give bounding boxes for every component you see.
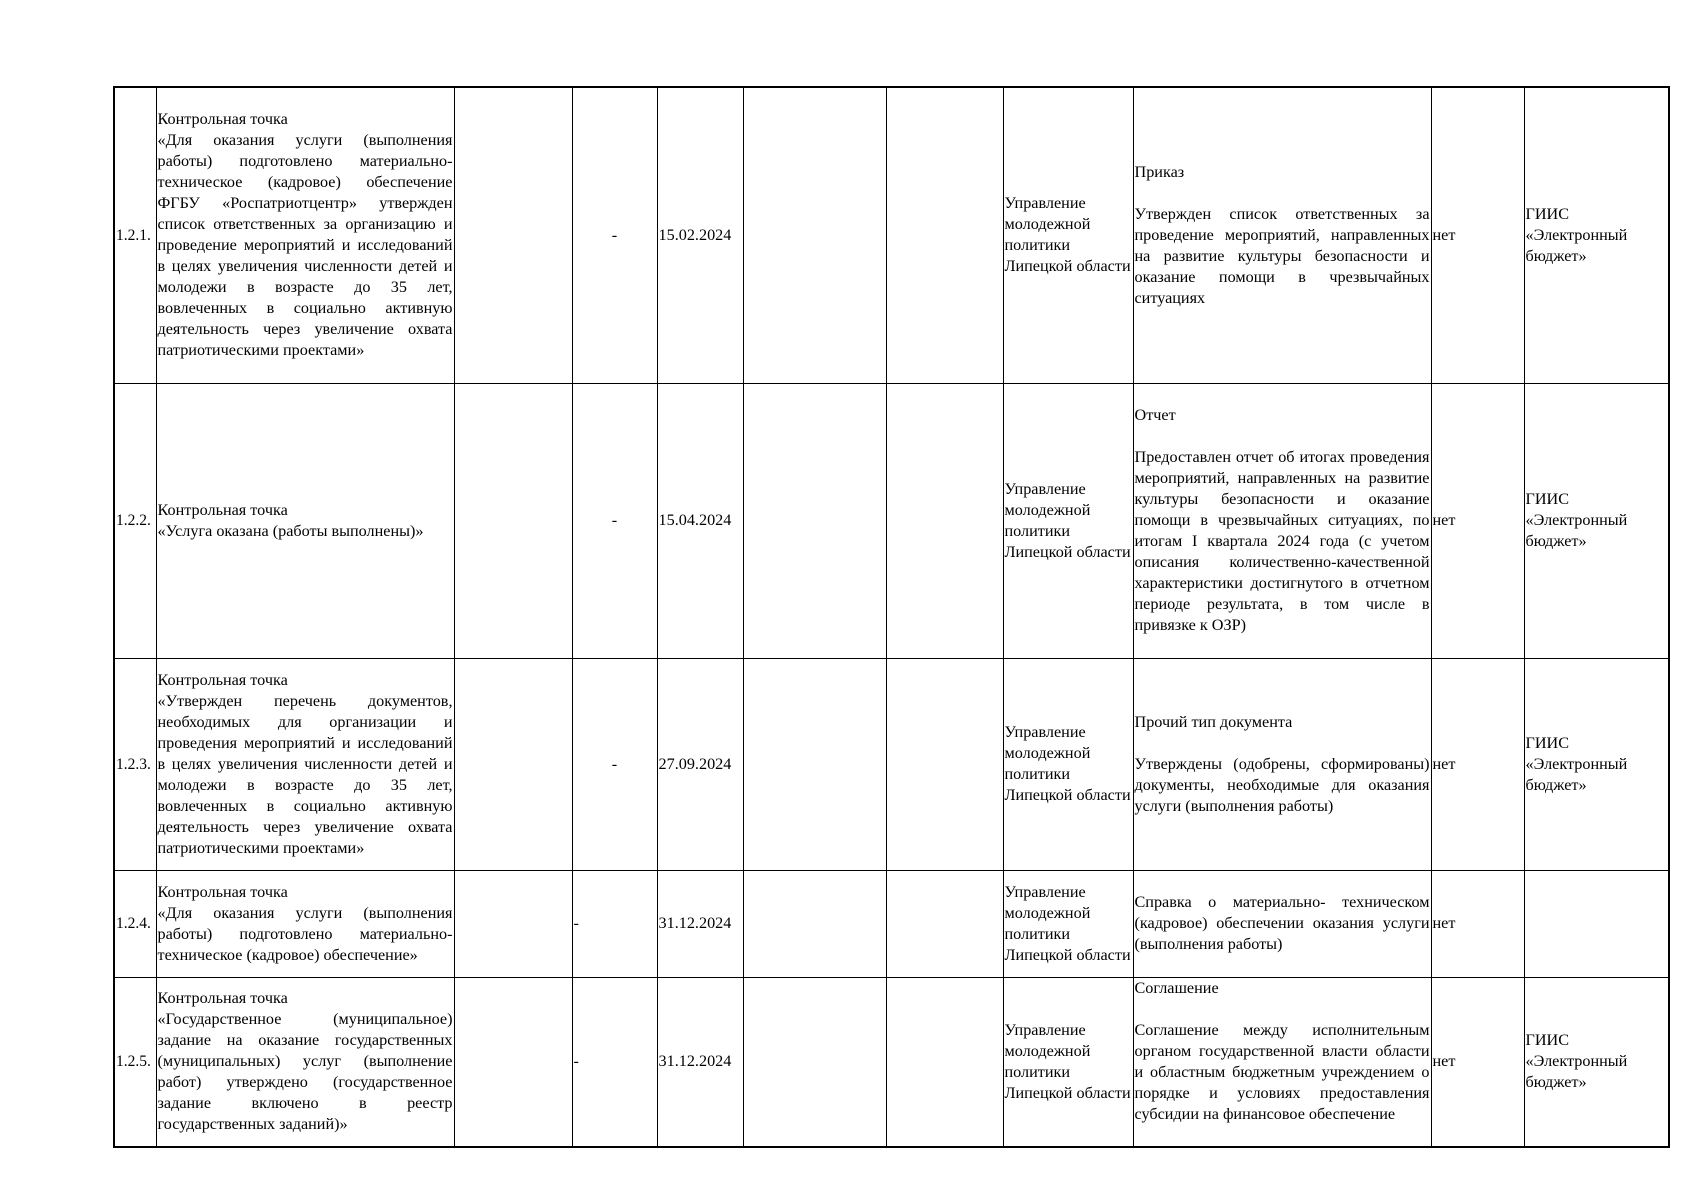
dash-cell: - (572, 658, 657, 870)
empty-cell (743, 870, 886, 977)
system-cell (1524, 870, 1669, 977)
empty-cell (454, 977, 572, 1147)
document-cell (1133, 383, 1431, 658)
row-number: 1.2.5. (114, 977, 156, 1147)
row-number: 1.2.4. (114, 870, 156, 977)
row-number: 1.2.2. (114, 383, 156, 658)
control-point-title: Контрольная точка (157, 110, 288, 129)
empty-cell (454, 383, 572, 658)
table-row (114, 977, 1669, 1147)
row-number: 1.2.1. (114, 87, 156, 383)
system-cell: ГИИС «Электронный бюджет» (1524, 383, 1669, 658)
empty-cell (454, 658, 572, 870)
table-row (114, 87, 1669, 383)
empty-cell (743, 87, 886, 383)
control-point-text: «Услуга оказана (работы выполнены)» (157, 521, 424, 540)
date-cell: 31.12.2024 (657, 977, 743, 1147)
control-point-name (156, 870, 454, 977)
document-cell (1133, 658, 1431, 870)
table-row (114, 658, 1669, 870)
document-type: Приказ (1134, 162, 1185, 181)
control-point-name (156, 383, 454, 658)
responsible-org: Управление молодежной политики Липецкой области (1003, 870, 1133, 977)
system-cell: ГИИС «Электронный бюджет» (1524, 658, 1669, 870)
control-point-title: Контрольная точка (157, 882, 288, 901)
dash-cell: - (572, 87, 657, 383)
document-description: Соглашение между исполнительным органом государственной власти области и областным бюджетным учреждением о порядке и условиях предоставления субсидии на финансовое обеспечение (1134, 1020, 1430, 1123)
empty-cell (743, 977, 886, 1147)
responsible-org: Управление молодежной политики Липецкой области (1003, 658, 1133, 870)
dash-cell: - (572, 977, 657, 1147)
document-type: Отчет (1134, 406, 1176, 424)
control-point-title: Контрольная точка (157, 989, 288, 1008)
control-point-name (156, 977, 454, 1147)
document-type: Соглашение (1134, 978, 1219, 997)
document-description: Утверждены (одобрены, сформированы) документы, необходимые для оказания услуги (выполнения работы) (1134, 754, 1430, 815)
responsible-org: Управление молодежной политики Липецкой области (1003, 87, 1133, 383)
row-number: 1.2.3. (114, 658, 156, 870)
empty-cell (454, 870, 572, 977)
dash-cell: - (572, 383, 657, 658)
table-row (114, 383, 1669, 658)
control-point-name (156, 87, 454, 383)
flag-cell: нет (1431, 977, 1524, 1147)
control-point-title: Контрольная точка (157, 670, 288, 689)
system-cell: ГИИС «Электронный бюджет» (1524, 87, 1669, 383)
flag-cell: нет (1431, 87, 1524, 383)
document-cell (1133, 870, 1431, 977)
control-point-name (156, 658, 454, 870)
dash-cell: - (572, 870, 657, 977)
control-point-text: «Для оказания услуги (выполнения работы) подготовлено материально-техническое (кадровое) обеспечение ФГБУ «Роспатриотцентр» утвержден список ответственных за организацию и проведение мероприятий и исследований в целях увеличения численности детей и молодежи в возрасте до 35 лет, вовлеченных в социально активную деятельность через увеличение охвата патриотическими проектами» (157, 131, 453, 360)
flag-cell: нет (1431, 870, 1524, 977)
document-description: Предоставлен отчет об итогах проведения мероприятий, направленных на развитие культуры безопасности и оказание помощи в чрезвычайных ситуациях, по итогам I квартала 2024 года (с учетом описания количественно-качественной характеристики достигнутого в отчетном периоде результата, в том числе в привязке к ОЗР) (1134, 448, 1430, 634)
control-point-text: «Для оказания услуги (выполнения работы) подготовлено материально-техническое (кадровое) обеспечение» (157, 903, 453, 964)
flag-cell: нет (1431, 383, 1524, 658)
control-point-title: Контрольная точка (157, 500, 288, 519)
empty-cell (886, 658, 1003, 870)
flag-cell: нет (1431, 658, 1524, 870)
document-description: Утвержден список ответственных за проведение мероприятий, направленных на развитие культуры безопасности и оказание помощи в чрезвычайных ситуациях (1134, 204, 1430, 307)
empty-cell (886, 977, 1003, 1147)
empty-cell (743, 383, 886, 658)
empty-cell (886, 383, 1003, 658)
control-point-text: «Государственное (муниципальное) задание на оказание государственных (муниципальных) услуг (выполнение работ) утверждено (государственное задание включено в реестр государственных заданий)» (157, 1010, 453, 1134)
responsible-org: Управление молодежной политики Липецкой области (1003, 383, 1133, 658)
document-cell (1133, 977, 1431, 1147)
control-point-text: «Утвержден перечень документов, необходимых для организации и проведения мероприятий и исследований в целях увеличения численности детей и молодежи в возрасте до 35 лет, вовлеченных в социально активную деятельность через увеличение охвата патриотическими проектами» (157, 691, 453, 857)
date-cell: 15.02.2024 (657, 87, 743, 383)
empty-cell (886, 870, 1003, 977)
control-points-table (113, 86, 1670, 1148)
document-cell (1133, 87, 1431, 383)
document-description: Справка о материально- техническом (кадровое) обеспечении оказания услуги (выполнения работы) (1134, 893, 1430, 953)
empty-cell (454, 87, 572, 383)
date-cell: 27.09.2024 (657, 658, 743, 870)
empty-cell (886, 87, 1003, 383)
date-cell: 31.12.2024 (657, 870, 743, 977)
table-row (114, 870, 1669, 977)
document-type: Прочий тип документа (1134, 712, 1293, 731)
date-cell: 15.04.2024 (657, 383, 743, 658)
responsible-org: Управление молодежной политики Липецкой области (1003, 977, 1133, 1147)
empty-cell (743, 658, 886, 870)
system-cell: ГИИС «Электронный бюджет» (1524, 977, 1669, 1147)
